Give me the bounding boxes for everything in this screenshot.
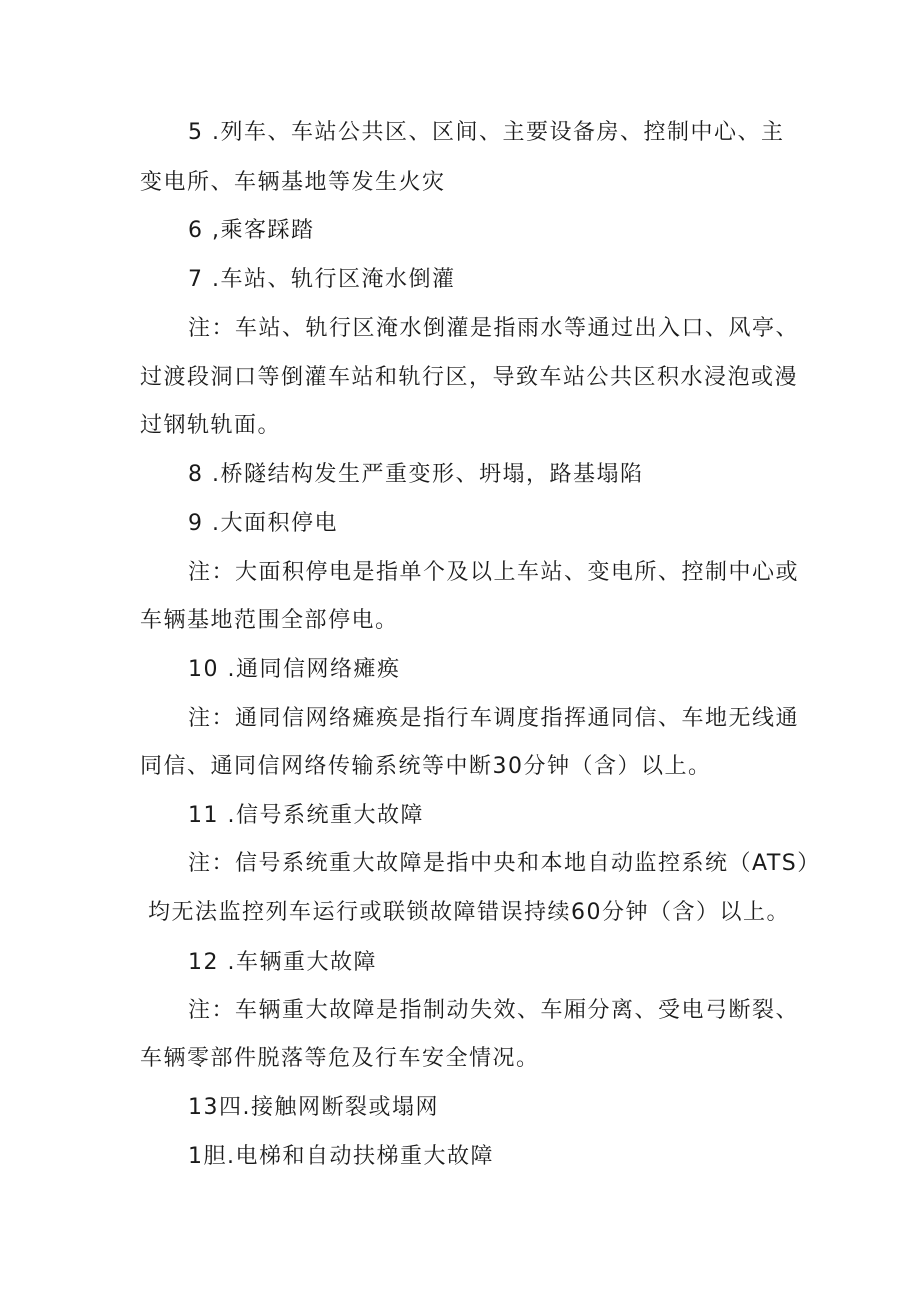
- note-9-line-2: 车辆基地范围全部停电。: [140, 608, 399, 633]
- note-7-line-2: 过渡段洞口等倒灌车站和轨行区，导致车站公共区积水浸泡或漫: [140, 365, 799, 390]
- item-14: 1胆.电梯和自动扶梯重大故障: [188, 1144, 494, 1169]
- note-7-line-1: 注：车站、轨行区淹水倒灌是指雨水等通过出入口、风亭、: [188, 316, 800, 341]
- item-12: 12 .车辆重大故障: [188, 950, 377, 975]
- note-7-line-3: 过钢轨轨面。: [140, 413, 282, 438]
- note-11-line-2: 均无法监控列车运行或联锁故障错误持续60分钟（含）以上。: [148, 900, 790, 925]
- note-12-line-2: 车辆零部件脱落等危及行车安全情况。: [140, 1046, 540, 1071]
- item-6: 6 ,乘客踩踏: [188, 218, 315, 243]
- item-11: 11 .信号系统重大故障: [188, 803, 424, 828]
- item-10: 10 .通同信网络瘫痪: [188, 657, 401, 682]
- item-9: 9 .大面积停电: [188, 511, 338, 536]
- note-10-line-2: 同信、通同信网络传输系统等中断30分钟（含）以上。: [140, 754, 712, 779]
- item-5-line-2: 变电所、车辆基地等发生火灾: [140, 170, 446, 195]
- item-7: 7 .车站、轨行区淹水倒灌: [188, 267, 456, 292]
- note-9-line-1: 注：大面积停电是指单个及以上车站、变电所、控制中心或: [188, 560, 800, 585]
- note-11-line-1: 注：信号系统重大故障是指中央和本地自动监控系统（ATS）: [188, 851, 821, 876]
- note-12-line-1: 注：车辆重大故障是指制动失效、车厢分离、受电弓断裂、: [188, 998, 800, 1023]
- item-5-line-1: 5 .列车、车站公共区、区间、主要设备房、控制中心、主: [188, 120, 785, 145]
- item-8: 8 .桥隧结构发生严重变形、坍塌，路基塌陷: [188, 462, 644, 487]
- item-13: 13四.接触网断裂或塌网: [188, 1095, 439, 1120]
- note-10-line-1: 注：通同信网络瘫痪是指行车调度指挥通同信、车地无线通: [188, 706, 800, 731]
